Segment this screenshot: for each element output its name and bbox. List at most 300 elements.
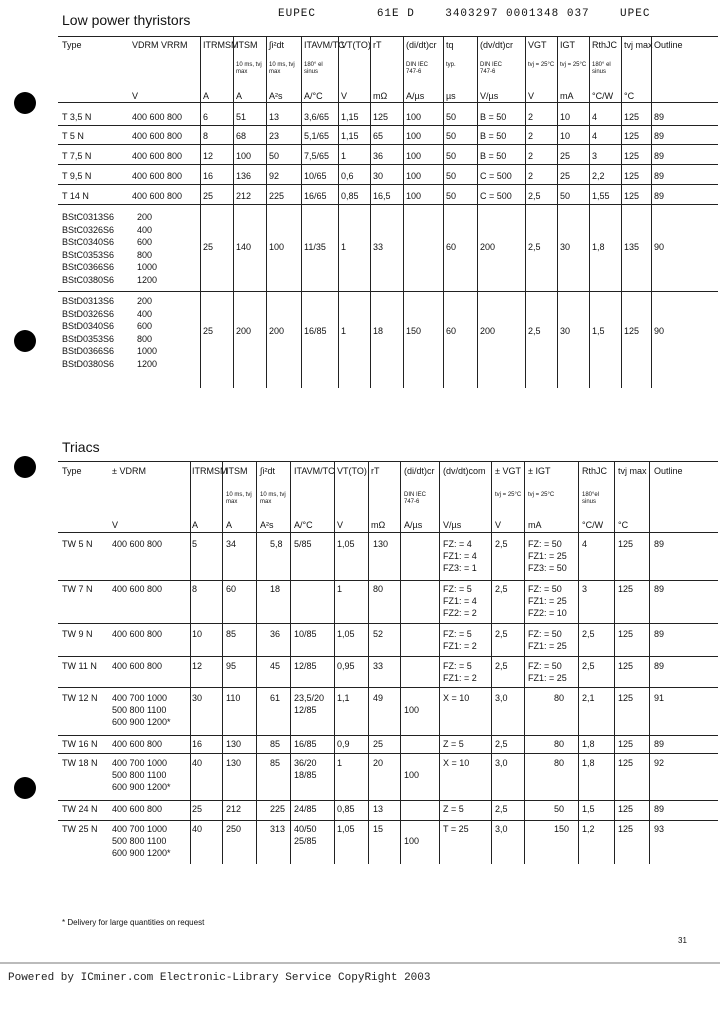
thy-group-a-voltage: 400 (137, 224, 153, 235)
tri-col-divider (190, 461, 191, 864)
tri-row-rule (58, 753, 718, 754)
thy-col-header: VT(TO) (341, 40, 371, 50)
thy-cell: 100 (406, 112, 422, 122)
thy-cell: B = 50 (480, 112, 507, 122)
tri-voltage: 500 800 1100 (112, 770, 167, 780)
thy-cell: 8 (203, 131, 209, 141)
tri-vt: 1 (337, 758, 343, 768)
thy-group-rule (58, 291, 718, 292)
tri-col-unit: A/µs (404, 520, 423, 530)
thy-cell: 16/65 (304, 191, 327, 201)
tri-itrms: 5 (192, 539, 198, 549)
tri-rth: 3 (582, 584, 588, 594)
tri-col-unit: V (337, 520, 344, 530)
thy-cell: 400 600 800 (132, 171, 183, 181)
thy-group-b-cell: 125 (624, 326, 640, 336)
tri-itrms: 8 (192, 584, 198, 594)
tri-dvdt: FZ: = 4 (443, 539, 472, 549)
tri-itav: 36/20 (294, 758, 317, 768)
tri-tvj: 125 (618, 629, 634, 639)
tri-i2t: 61 (270, 693, 281, 703)
tri-voltage: 400 700 1000 (112, 693, 168, 703)
tri-col-header: ITAVM/TC (294, 466, 335, 476)
tri-type: TW 12 N (62, 693, 98, 703)
tri-igt: 50 (554, 804, 565, 814)
tri-rth: 1,2 (582, 824, 595, 834)
thy-group-a-cell: 33 (373, 242, 384, 252)
thy-col-header: tq (446, 40, 454, 50)
thy-col-unit: A/µs (406, 91, 425, 101)
tri-didt: 100 (404, 705, 420, 715)
tri-i2t: 18 (270, 584, 281, 594)
thy-row-rule (58, 184, 718, 185)
thy-cell: 50 (446, 151, 457, 161)
thy-col-subheader: 10 ms, tvj max (236, 62, 262, 75)
tri-igt: FZ: = 50 (528, 629, 562, 639)
page-number: 31 (678, 936, 687, 945)
thy-col-header: Outline (654, 40, 683, 50)
tri-outline: 89 (654, 739, 665, 749)
thy-col-subheader: tvj = 25°C (528, 62, 555, 68)
thy-cell: 225 (269, 191, 285, 201)
tri-col-header: tvj max (618, 466, 647, 476)
thy-group-a-type: BStC0326S6 (62, 224, 115, 235)
tri-dvdt: FZ: = 5 (443, 584, 472, 594)
thy-cell: 25 (560, 171, 571, 181)
thy-cell: 400 600 800 (132, 131, 183, 141)
tri-type: TW 11 N (62, 661, 97, 671)
thy-cell: 125 (624, 131, 640, 141)
tri-rth: 1,8 (582, 758, 595, 768)
thy-cell: 89 (654, 131, 665, 141)
tri-itrms: 40 (192, 758, 203, 768)
tri-itrms: 12 (192, 661, 203, 671)
thy-cell: 100 (406, 151, 422, 161)
punch-hole-2 (14, 330, 36, 352)
thy-col-subheader: typ. (446, 62, 456, 68)
tri-col-unit: A/°C (294, 520, 313, 530)
tri-vgt: 2,5 (495, 661, 508, 671)
tri-voltage: 400 600 800 (112, 629, 163, 639)
tri-igt: 80 (554, 758, 565, 768)
tri-col-header: ITRMSM (192, 466, 228, 476)
tri-type: TW 9 N (62, 629, 93, 639)
thy-cell: 89 (654, 112, 665, 122)
thy-group-a-cell: 90 (654, 242, 665, 252)
thy-cell: 100 (406, 191, 422, 201)
tri-dvdt: Z = 5 (443, 739, 464, 749)
tri-rt: 15 (373, 824, 384, 834)
thy-cell: 12 (203, 151, 214, 161)
thy-group-a-cell: 30 (560, 242, 571, 252)
tri-rth: 2,1 (582, 693, 595, 703)
tri-vgt: 3,0 (495, 758, 508, 768)
tri-itsm: 130 (226, 758, 242, 768)
tri-col-divider (578, 461, 579, 864)
thy-cell: 7,5/65 (304, 151, 330, 161)
tri-igt: FZ1: = 25 (528, 673, 567, 683)
thy-group-b-voltage: 1200 (137, 358, 158, 369)
tri-igt: FZ1: = 25 (528, 596, 567, 606)
tri-igt: 80 (554, 739, 565, 749)
thy-cell: 50 (446, 112, 457, 122)
thy-cell: T 3,5 N (62, 112, 92, 122)
thy-col-header: ∫i²dt (269, 40, 284, 50)
thy-cell: 2,2 (592, 171, 605, 181)
tri-type: TW 7 N (62, 584, 93, 594)
tri-col-unit: V (112, 520, 119, 530)
tri-igt: FZ1: = 25 (528, 551, 567, 561)
thy-cell: 125 (624, 151, 640, 161)
thy-cell: 89 (654, 191, 665, 201)
tri-col-unit: A (192, 520, 199, 530)
section-title-thyristors: Low power thyristors (62, 12, 191, 28)
tri-row-rule (58, 735, 718, 736)
tri-itsm: 85 (226, 629, 237, 639)
tri-voltage: 600 900 1200* (112, 717, 171, 727)
thy-cell: 92 (269, 171, 280, 181)
tri-igt: FZ: = 50 (528, 661, 562, 671)
thy-cell: 100 (406, 171, 422, 181)
tri-col-divider (614, 461, 615, 864)
tri-tvj: 125 (618, 804, 634, 814)
thy-group-a-cell: 25 (203, 242, 214, 252)
tri-dvdt: FZ1: = 2 (443, 641, 477, 651)
tri-itav: 40/50 (294, 824, 317, 834)
thy-col-unit: µs (446, 91, 456, 101)
tri-col-subheader: tvj = 25°C (528, 492, 555, 498)
tri-col-divider (400, 461, 401, 864)
tri-row-rule (58, 623, 718, 624)
tri-vt: 1,05 (337, 629, 355, 639)
tri-itav: 12/85 (294, 705, 317, 715)
thy-col-header: ITAVM/TC (304, 40, 345, 50)
thy-col-subheader: 180° el sinus (304, 62, 323, 75)
tri-itrms: 10 (192, 629, 203, 639)
tri-col-header: Type (62, 466, 82, 476)
tri-vt: 1,05 (337, 539, 355, 549)
watermark-footer: Powered by ICminer.com Electronic-Library Service CopyRight 2003 (8, 972, 431, 984)
tri-rt: 33 (373, 661, 384, 671)
punch-hole-1 (14, 92, 36, 114)
tri-tvj: 125 (618, 661, 634, 671)
thy-group-b-type: BStD0353S6 (62, 333, 115, 344)
tri-col-subheader: 180°el sinus (582, 492, 600, 505)
tri-rt: 49 (373, 693, 384, 703)
tri-i2t: 313 (270, 824, 286, 834)
tri-dvdt: T = 25 (443, 824, 469, 834)
tri-voltage: 400 600 800 (112, 539, 163, 549)
tri-itav: 23,5/20 (294, 693, 325, 703)
thy-cell: 51 (236, 112, 247, 122)
thy-group-b-cell: 18 (373, 326, 384, 336)
tri-col-header: (dv/dt)com (443, 466, 486, 476)
thy-col-unit: A (203, 91, 210, 101)
tri-tvj: 125 (618, 758, 634, 768)
thy-col-unit: V (132, 91, 139, 101)
tri-col-divider (524, 461, 525, 864)
thy-col-divider (525, 36, 526, 388)
thy-group-a-type: BStC0380S6 (62, 274, 115, 285)
tri-itrms: 25 (192, 804, 203, 814)
tri-tvj: 125 (618, 693, 634, 703)
thy-col-header: VDRM VRRM (132, 40, 188, 50)
thy-cell: 1,15 (341, 112, 359, 122)
tri-outline: 93 (654, 824, 665, 834)
tri-col-header: ± VDRM (112, 466, 146, 476)
tri-dvdt: FZ2: = 2 (443, 608, 477, 618)
thy-cell: 4 (592, 112, 598, 122)
tri-vgt: 3,0 (495, 824, 508, 834)
thy-cell: 1,15 (341, 131, 359, 141)
thy-cell: 0,6 (341, 171, 354, 181)
thy-col-unit: °C/W (592, 91, 614, 101)
tri-outline: 89 (654, 629, 665, 639)
thy-cell: 3 (592, 151, 598, 161)
tri-vt: 0,9 (337, 739, 350, 749)
thy-cell: 125 (373, 112, 389, 122)
tri-col-unit: A (226, 520, 233, 530)
thy-group-b-cell: 16/85 (304, 326, 327, 336)
thy-cell: 2 (528, 171, 534, 181)
tri-itsm: 110 (226, 693, 241, 703)
thy-cell: 3,6/65 (304, 112, 330, 122)
tri-itsm: 60 (226, 584, 237, 594)
thy-cell: 68 (236, 131, 247, 141)
tri-type: TW 18 N (62, 758, 98, 768)
thy-col-header: VGT (528, 40, 547, 50)
thy-header-rule (58, 102, 718, 103)
tri-vgt: 2,5 (495, 804, 508, 814)
tri-igt: FZ: = 50 (528, 539, 562, 549)
thy-cell: 100 (406, 131, 422, 141)
thy-cell: 50 (446, 191, 457, 201)
tri-i2t: 225 (270, 804, 286, 814)
thy-col-subheader: DIN IEC 747-6 (480, 62, 503, 75)
tri-rth: 2,5 (582, 661, 595, 671)
thy-cell: 25 (560, 151, 571, 161)
thy-group-b-cell: 25 (203, 326, 214, 336)
thy-cell: 2 (528, 131, 534, 141)
thy-group-a-voltage: 1000 (137, 262, 158, 272)
thy-cell: 36 (373, 151, 384, 161)
thy-col-divider (557, 36, 558, 388)
thy-cell: 10 (560, 112, 571, 122)
tri-type: TW 25 N (62, 824, 98, 834)
thy-cell: 10 (560, 131, 571, 141)
tri-i2t: 45 (270, 661, 281, 671)
tri-vt: 1,05 (337, 824, 355, 834)
thy-cell: 125 (624, 112, 640, 122)
tri-voltage: 400 600 800 (112, 804, 163, 814)
thy-cell: B = 50 (480, 131, 507, 141)
tri-igt: FZ2: = 10 (528, 608, 567, 618)
thy-col-header: ITRMSM (203, 40, 239, 50)
tri-col-header: (di/dt)cr (404, 466, 435, 476)
thy-group-a-cell: 200 (480, 242, 496, 252)
thy-col-divider (403, 36, 404, 388)
tri-voltage: 500 800 1100 (112, 836, 167, 846)
tri-dvdt: FZ1: = 2 (443, 673, 477, 683)
tri-rt: 80 (373, 584, 384, 594)
thy-cell: T 5 N (62, 131, 84, 141)
thy-cell: 50 (269, 151, 280, 161)
thy-cell: 13 (269, 112, 280, 122)
tri-igt: 150 (554, 824, 570, 834)
thy-cell: 1 (341, 151, 347, 161)
thy-col-divider (621, 36, 622, 388)
tri-col-subheader: DIN IEC 747-6 (404, 492, 427, 505)
tri-col-header: ∫i²dt (260, 466, 275, 476)
thy-cell: B = 50 (480, 151, 507, 161)
thy-col-divider (233, 36, 234, 388)
thy-cell: 136 (236, 171, 252, 181)
thy-group-b-type: BStD0326S6 (62, 308, 115, 319)
thy-group-b-type: BStD0313S6 (62, 296, 115, 306)
tri-row-rule (58, 687, 718, 688)
thy-col-divider (370, 36, 371, 388)
thy-group-a-cell: 60 (446, 242, 457, 252)
tri-col-unit: mA (528, 520, 542, 530)
thy-col-header: (dv/dt)cr (480, 40, 514, 50)
thy-cell: 400 600 800 (132, 151, 183, 161)
tri-dvdt: FZ1: = 4 (443, 551, 477, 561)
thy-col-header: RthJC (592, 40, 618, 50)
tri-row-rule (58, 820, 718, 821)
thy-cell: T 7,5 N (62, 151, 92, 161)
tri-igt: 80 (554, 693, 565, 703)
thy-group-a-cell: 100 (269, 242, 285, 252)
thy-group-b-cell: 60 (446, 326, 457, 336)
thy-group-a-cell: 2,5 (528, 242, 541, 252)
tri-i2t: 85 (270, 739, 281, 749)
tri-outline: 89 (654, 661, 665, 671)
thy-group-b-cell: 200 (236, 326, 252, 336)
tri-col-divider (439, 461, 440, 864)
tri-itav: 24/85 (294, 804, 317, 814)
thy-cell: 6 (203, 112, 209, 122)
thy-cell: T 9,5 N (62, 171, 92, 181)
tri-itav: 12/85 (294, 661, 317, 671)
tri-type: TW 16 N (62, 739, 98, 749)
tri-row-rule (58, 580, 718, 581)
tri-outline: 89 (654, 804, 665, 814)
tri-itrms: 40 (192, 824, 203, 834)
tri-rt: 52 (373, 629, 384, 639)
tri-col-divider (222, 461, 223, 864)
tri-dvdt: FZ3: = 1 (443, 563, 477, 573)
header-code-line: EUPEC 61E D 3403297 0001348 037 UPEC (278, 8, 651, 20)
thy-top-rule (58, 36, 718, 37)
tri-outline: 89 (654, 584, 665, 594)
thy-col-divider (443, 36, 444, 388)
tri-col-unit: V/µs (443, 520, 462, 530)
thy-col-subheader: DIN IEC 747-6 (406, 62, 429, 75)
tri-vgt: 2,5 (495, 629, 508, 639)
tri-voltage: 600 900 1200* (112, 848, 171, 858)
tri-rt: 130 (373, 539, 389, 549)
tri-voltage: 500 800 1100 (112, 705, 167, 715)
tri-type: TW 24 N (62, 804, 98, 814)
thy-group-a-type: BStC0340S6 (62, 237, 115, 247)
thy-col-unit: V/µs (480, 91, 499, 101)
thy-group-b-cell: 30 (560, 326, 571, 336)
tri-itsm: 95 (226, 661, 237, 671)
tri-col-header: ± IGT (528, 466, 551, 476)
tri-i2t: 36 (270, 629, 281, 639)
tri-voltage: 400 600 800 (112, 739, 163, 749)
tri-rth: 4 (582, 539, 588, 549)
footer-divider (0, 962, 720, 964)
tri-rth: 1,5 (582, 804, 595, 814)
thy-cell: 89 (654, 151, 665, 161)
tri-col-header: ± VGT (495, 466, 521, 476)
thy-group-a-voltage: 600 (137, 237, 153, 247)
thy-col-divider (651, 36, 652, 388)
thy-col-unit: mA (560, 91, 574, 101)
thy-col-divider (338, 36, 339, 388)
thy-cell: 16,5 (373, 191, 391, 201)
thy-col-unit: A²s (269, 91, 283, 101)
tri-itsm: 130 (226, 739, 242, 749)
thy-group-a-cell: 1,8 (592, 242, 605, 252)
thy-cell: 5,1/65 (304, 131, 330, 141)
thy-cell: 30 (373, 171, 384, 181)
thy-cell: T 14 N (62, 191, 89, 201)
tri-vt: 1,1 (337, 693, 350, 703)
tri-itav: 18/85 (294, 770, 317, 780)
tri-col-divider (491, 461, 492, 864)
thy-col-header: ITSM (236, 40, 258, 50)
thy-group-a-voltage: 800 (137, 249, 153, 260)
thy-cell: 100 (236, 151, 252, 161)
tri-itav: 16/85 (294, 739, 317, 749)
thy-cell: 4 (592, 131, 598, 141)
tri-outline: 91 (654, 693, 665, 703)
tri-vt: 0,85 (337, 804, 355, 814)
punch-hole-4 (14, 777, 36, 799)
thy-group-a-voltage: 200 (137, 212, 153, 222)
tri-voltage: 400 600 800 (112, 661, 163, 671)
thy-group-a-cell: 1 (341, 242, 347, 252)
tri-col-divider (256, 461, 257, 864)
tri-col-header: ITSM (226, 466, 248, 476)
thy-group-a-voltage: 1200 (137, 274, 158, 285)
thy-cell: 50 (446, 131, 457, 141)
tri-voltage: 400 600 800 (112, 584, 163, 594)
tri-rt: 13 (373, 804, 384, 814)
tri-didt: 100 (404, 836, 420, 846)
thy-col-header: (di/dt)cr (406, 40, 437, 50)
tri-tvj: 125 (618, 739, 634, 749)
tri-col-unit: mΩ (371, 520, 386, 530)
tri-vgt: 3,0 (495, 693, 508, 703)
tri-col-divider (290, 461, 291, 864)
tri-outline: 92 (654, 758, 665, 768)
tri-tvj: 125 (618, 539, 634, 549)
thy-group-b-voltage: 400 (137, 308, 153, 319)
tri-igt: FZ: = 50 (528, 584, 562, 594)
thy-cell: 2 (528, 151, 534, 161)
thy-cell: 400 600 800 (132, 191, 183, 201)
thy-group-a-cell: 11/35 (304, 242, 326, 252)
thy-col-unit: A/°C (304, 91, 323, 101)
tri-igt: FZ1: = 25 (528, 641, 567, 651)
thy-group-b-cell: 200 (269, 326, 285, 336)
thy-cell: 125 (624, 191, 640, 201)
thy-col-unit: mΩ (373, 91, 388, 101)
tri-rth: 1,8 (582, 739, 595, 749)
